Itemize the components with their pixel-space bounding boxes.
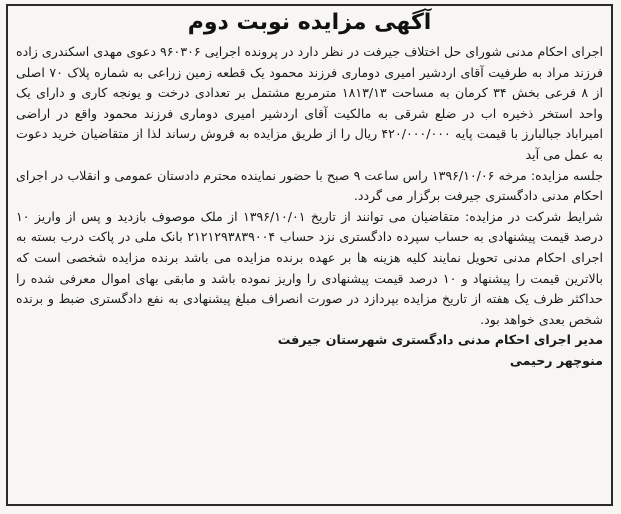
notice-paragraph-session: جلسه مزایده: مرخه ۱۳۹۶/۱۰/۰۶ راس ساعت ۹ صبح با حضور نماینده محترم دادستان عمومی و انقلاب در اجرای احکام مدنی دادگستری جیرفت برگزار می گردد. [16, 167, 603, 204]
notice-paragraph-intro: اجرای احکام مدنی شورای حل اختلاف جیرفت در نظر دارد در پرونده اجرایی ۹۶۰۳۰۶ دعوی مهدی اسکندری زاده فرزند مراد به طرفیت آقای اردشیر امیری دوماری فرزند محمود یک قطعه زمین زراعی به شماره پلاک ۷۰ اصلی از ۸ فرعی بخش ۳۴ کرمان به مساحت ۱۸۱۳/۱۳ مترمربع مشتمل بر تعدادی درخت و یونجه کاری و دارای یک واحد استخر ذخیره اب در ضلع شرقی به مالکیت آقای اردشیر امیری دوماری فرزند محمود واقع در اراضی امیراباد جبالبارز با قیمت پایه ۴۲۰/۰۰۰/۰۰۰ ریال را از طریق مزایده به فروش رساند لذا از متقاضیان خرید دعوت به عمل می آید [16, 44, 603, 162]
notice-paragraph-conditions: شرایط شرکت در مزایده: متقاضیان می توانند از تاریخ ۱۳۹۶/۱۰/۰۱ از ملک موصوف بازدید و پس از واریز ۱۰ درصد قیمت پیشنهادی به حساب سپرده دادگستری نزد حساب ۲۱۲۱۲۹۳۸۳۹۰۰۴ بانک ملی در پاکت درب بسته به اجرای احکام مدنی تحویل نمایند کلیه هزینه ها بر عهده برنده مزایده می باشد برنده مزایده شخصی است که بالاترین قیمت را پیشنهاد و ۱۰ درصد قیمت پیشنهادی را واریز نموده باشد و مابقی بهای اموال معرفی شده را حداکثر ظرف یک هفته از تاریخ مزایده بپردازد در صورت انصراف مبلغ پیشنهادی به نفع دادگستری ضبط و برنده شخص بعدی خواهد بود. [16, 208, 604, 327]
notice-body [16, 42, 603, 372]
notice-frame [6, 4, 613, 506]
signature-office: مدیر اجرای احکام مدنی دادگستری شهرستان جیرفت [277, 332, 603, 348]
signature-name: منوچهر رحیمی [509, 352, 603, 368]
notice-title: آگهی مزایده نوبت دوم [187, 10, 432, 35]
